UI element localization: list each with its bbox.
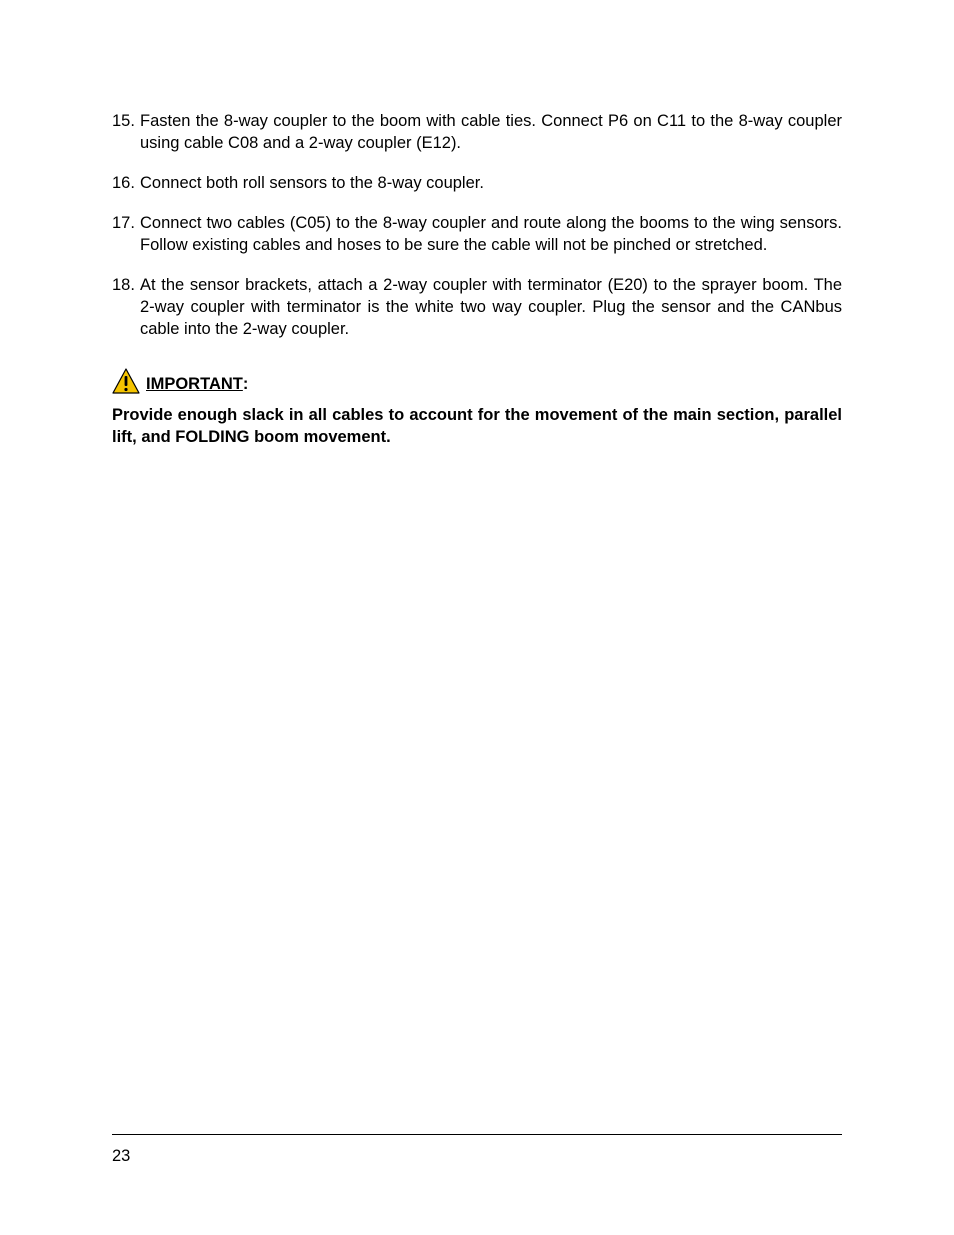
important-label: IMPORTANT <box>146 375 243 393</box>
step-number: 16. <box>112 174 135 192</box>
important-heading <box>112 366 842 394</box>
step-15 <box>112 110 842 154</box>
step-number: 17. <box>112 214 135 232</box>
important-text: Provide enough slack in all cables to account for the movement of the main section, parallel lift, and FOLDING boom movement. <box>112 406 842 446</box>
step-18 <box>112 274 842 340</box>
step-text: Fasten the 8-way coupler to the boom with cable ties. Connect P6 on C11 to the 8-way coupler using cable C08 and a 2-way coupler (E12). <box>140 112 842 152</box>
step-text: Connect two cables (C05) to the 8-way coupler and route along the booms to the wing sensors. Follow existing cables and hoses to be sure the cable will not be pinched or stretched. <box>140 214 842 254</box>
important-colon: : <box>242 375 249 393</box>
step-17 <box>112 212 842 256</box>
step-text: Connect both roll sensors to the 8-way coupler. <box>140 174 484 192</box>
step-text: At the sensor brackets, attach a 2-way coupler with terminator (E20) to the sprayer boom. The 2-way coupler with terminator is the white two way coupler. Plug the sensor and the CANbus cable into the 2-way coupler. <box>140 276 842 338</box>
page-content <box>112 110 842 448</box>
step-number: 15. <box>112 112 135 130</box>
step-number: 18. <box>112 276 135 294</box>
step-16 <box>112 172 842 194</box>
warning-triangle-icon <box>112 368 140 394</box>
footer-divider <box>112 1134 842 1135</box>
page-number: 23 <box>112 1147 131 1165</box>
